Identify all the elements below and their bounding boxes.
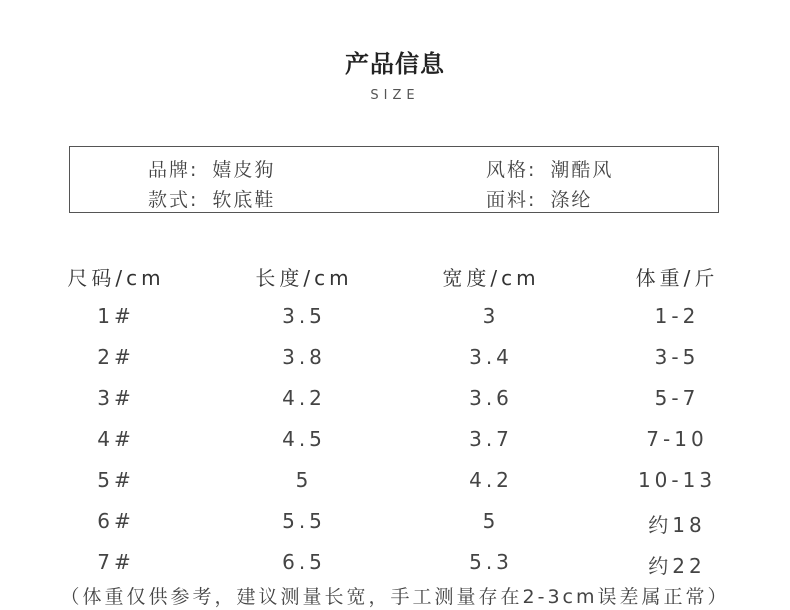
table-row (0, 386, 790, 426)
info-value: 潮酷风 (550, 159, 614, 181)
cell-weight: 约22 (648, 554, 706, 578)
info-value: 嬉皮狗 (212, 159, 276, 181)
header-width: 宽度/cm (442, 266, 540, 290)
page-subtitle: SIZE (370, 88, 420, 103)
header-size: 尺码/cm (67, 266, 165, 290)
cell-size: 6# (97, 509, 135, 533)
info-key: 风格: (486, 159, 537, 181)
cell-size: 3# (97, 386, 135, 410)
cell-width: 5.3 (469, 550, 513, 574)
info-style (486, 155, 613, 182)
info-fabric (486, 185, 592, 212)
info-brand (148, 155, 275, 182)
table-row (0, 468, 790, 508)
cell-width: 3.6 (469, 386, 513, 410)
info-key: 面料: (486, 189, 537, 211)
info-type (148, 185, 275, 212)
header-length: 长度/cm (255, 266, 353, 290)
cell-length: 5 (295, 468, 313, 492)
cell-weight: 10-13 (637, 468, 717, 492)
cell-size: 5# (97, 468, 135, 492)
info-value: 涤纶 (550, 189, 593, 211)
product-info-box (69, 146, 719, 213)
cell-size: 1# (97, 304, 135, 328)
cell-weight: 1-2 (654, 304, 700, 328)
cell-size: 2# (97, 345, 135, 369)
cell-weight: 7-10 (646, 427, 708, 451)
info-key: 品牌: (148, 159, 199, 181)
table-row (0, 304, 790, 344)
info-value: 软底鞋 (212, 189, 276, 211)
table-row (0, 345, 790, 385)
cell-weight: 3-5 (654, 345, 700, 369)
cell-length: 6.5 (282, 550, 326, 574)
cell-length: 4.5 (282, 427, 326, 451)
cell-width: 5 (482, 509, 500, 533)
cell-size: 4# (97, 427, 135, 451)
cell-width: 3.4 (469, 345, 513, 369)
measurement-note: （体重仅供参考，建议测量长宽，手工测量存在2-3cm误差属正常） (60, 586, 730, 608)
page-title: 产品信息 (345, 50, 445, 78)
cell-size: 7# (97, 550, 135, 574)
table-row (0, 427, 790, 467)
cell-length: 4.2 (282, 386, 326, 410)
table-row (0, 509, 790, 549)
info-key: 款式: (148, 189, 199, 211)
cell-weight: 约18 (648, 513, 706, 537)
table-header-row (0, 262, 790, 302)
cell-width: 3.7 (469, 427, 513, 451)
cell-length: 5.5 (282, 509, 326, 533)
cell-width: 3 (482, 304, 500, 328)
cell-weight: 5-7 (654, 386, 700, 410)
cell-width: 4.2 (469, 468, 513, 492)
cell-length: 3.5 (282, 304, 326, 328)
cell-length: 3.8 (282, 345, 326, 369)
header-weight: 体重/斤 (635, 266, 719, 290)
